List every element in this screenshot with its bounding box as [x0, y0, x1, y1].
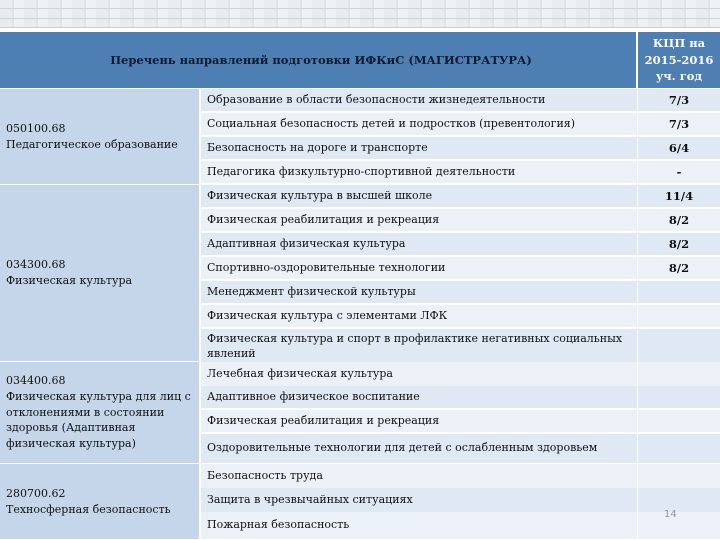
kcp-cell: [638, 281, 720, 304]
direction-cell: Спортивно-оздоровительные технологии: [201, 257, 637, 280]
direction-cell: Адаптивная физическая культура: [201, 233, 637, 256]
direction-cell: Пожарная безопасность: [201, 512, 637, 540]
kcp-cell: [638, 512, 720, 540]
direction-cell: Физическая культура с элементами ЛФК: [201, 305, 637, 328]
direction-cell: Безопасность труда: [201, 464, 637, 489]
kcp-cell: [638, 434, 720, 464]
kcp-cell: [638, 329, 720, 365]
kcp-cell: [638, 488, 720, 513]
direction-cell: Защита в чрезвычайных ситуациях: [201, 488, 637, 513]
kcp-cell: 8/2: [638, 209, 720, 232]
kcp-cell: 8/2: [638, 257, 720, 280]
direction-cell: Образование в области безопасности жизнедеятельности: [201, 89, 637, 112]
kcp-cell: -: [638, 161, 720, 184]
kcp-cell: [638, 305, 720, 328]
direction-cell: Физическая реабилитация и рекреация: [201, 209, 637, 232]
kcp-cell: 6/4: [638, 137, 720, 160]
table-header-title: Перечень направлений подготовки ИФКиС (МАГИСТРАТУРА): [0, 32, 637, 88]
direction-cell: Физическая культура и спорт в профилактике негативных социальных явлений: [201, 329, 637, 365]
program-cell: 050100.68 Педагогическое образование: [0, 89, 200, 185]
kcp-cell: 7/3: [638, 89, 720, 112]
page-number: 14: [664, 509, 677, 520]
program-cell: 034300.68 Физическая культура: [0, 185, 200, 362]
direction-cell: Безопасность на дороге и транспорте: [201, 137, 637, 160]
strip-line: [0, 18, 720, 19]
direction-cell: Менеджмент физической культуры: [201, 281, 637, 304]
kcp-cell: [638, 464, 720, 489]
direction-cell: Оздоровительные технологии для детей с ослабленным здоровьем: [201, 434, 637, 464]
kcp-cell: [638, 410, 720, 433]
direction-cell: Социальная безопасность детей и подростков (превентология): [201, 113, 637, 136]
kcp-cell: 11/4: [638, 185, 720, 208]
kcp-cell: [638, 362, 720, 388]
decorative-top-strip: [0, 0, 720, 28]
program-cell: 280700.62 Техносферная безопасность: [0, 464, 200, 540]
kcp-cell: 8/2: [638, 233, 720, 256]
direction-cell: Лечебная физическая культура: [201, 362, 637, 388]
direction-cell: Физическая культура в высшей школе: [201, 185, 637, 208]
direction-cell: Физическая реабилитация и рекреация: [201, 410, 637, 433]
strip-line: [0, 8, 720, 9]
kcp-cell: 7/3: [638, 113, 720, 136]
direction-cell: Педагогика физкультурно-спортивной деятельности: [201, 161, 637, 184]
program-cell: 034400.68 Физическая культура для лиц с отклонениями в состоянии здоровья (Адаптивная физическая культура): [0, 362, 200, 464]
kcp-cell: [638, 386, 720, 409]
direction-cell: Адаптивное физическое воспитание: [201, 386, 637, 409]
table-header-kcp: КЦП на 2015-2016 уч. год: [638, 32, 720, 88]
